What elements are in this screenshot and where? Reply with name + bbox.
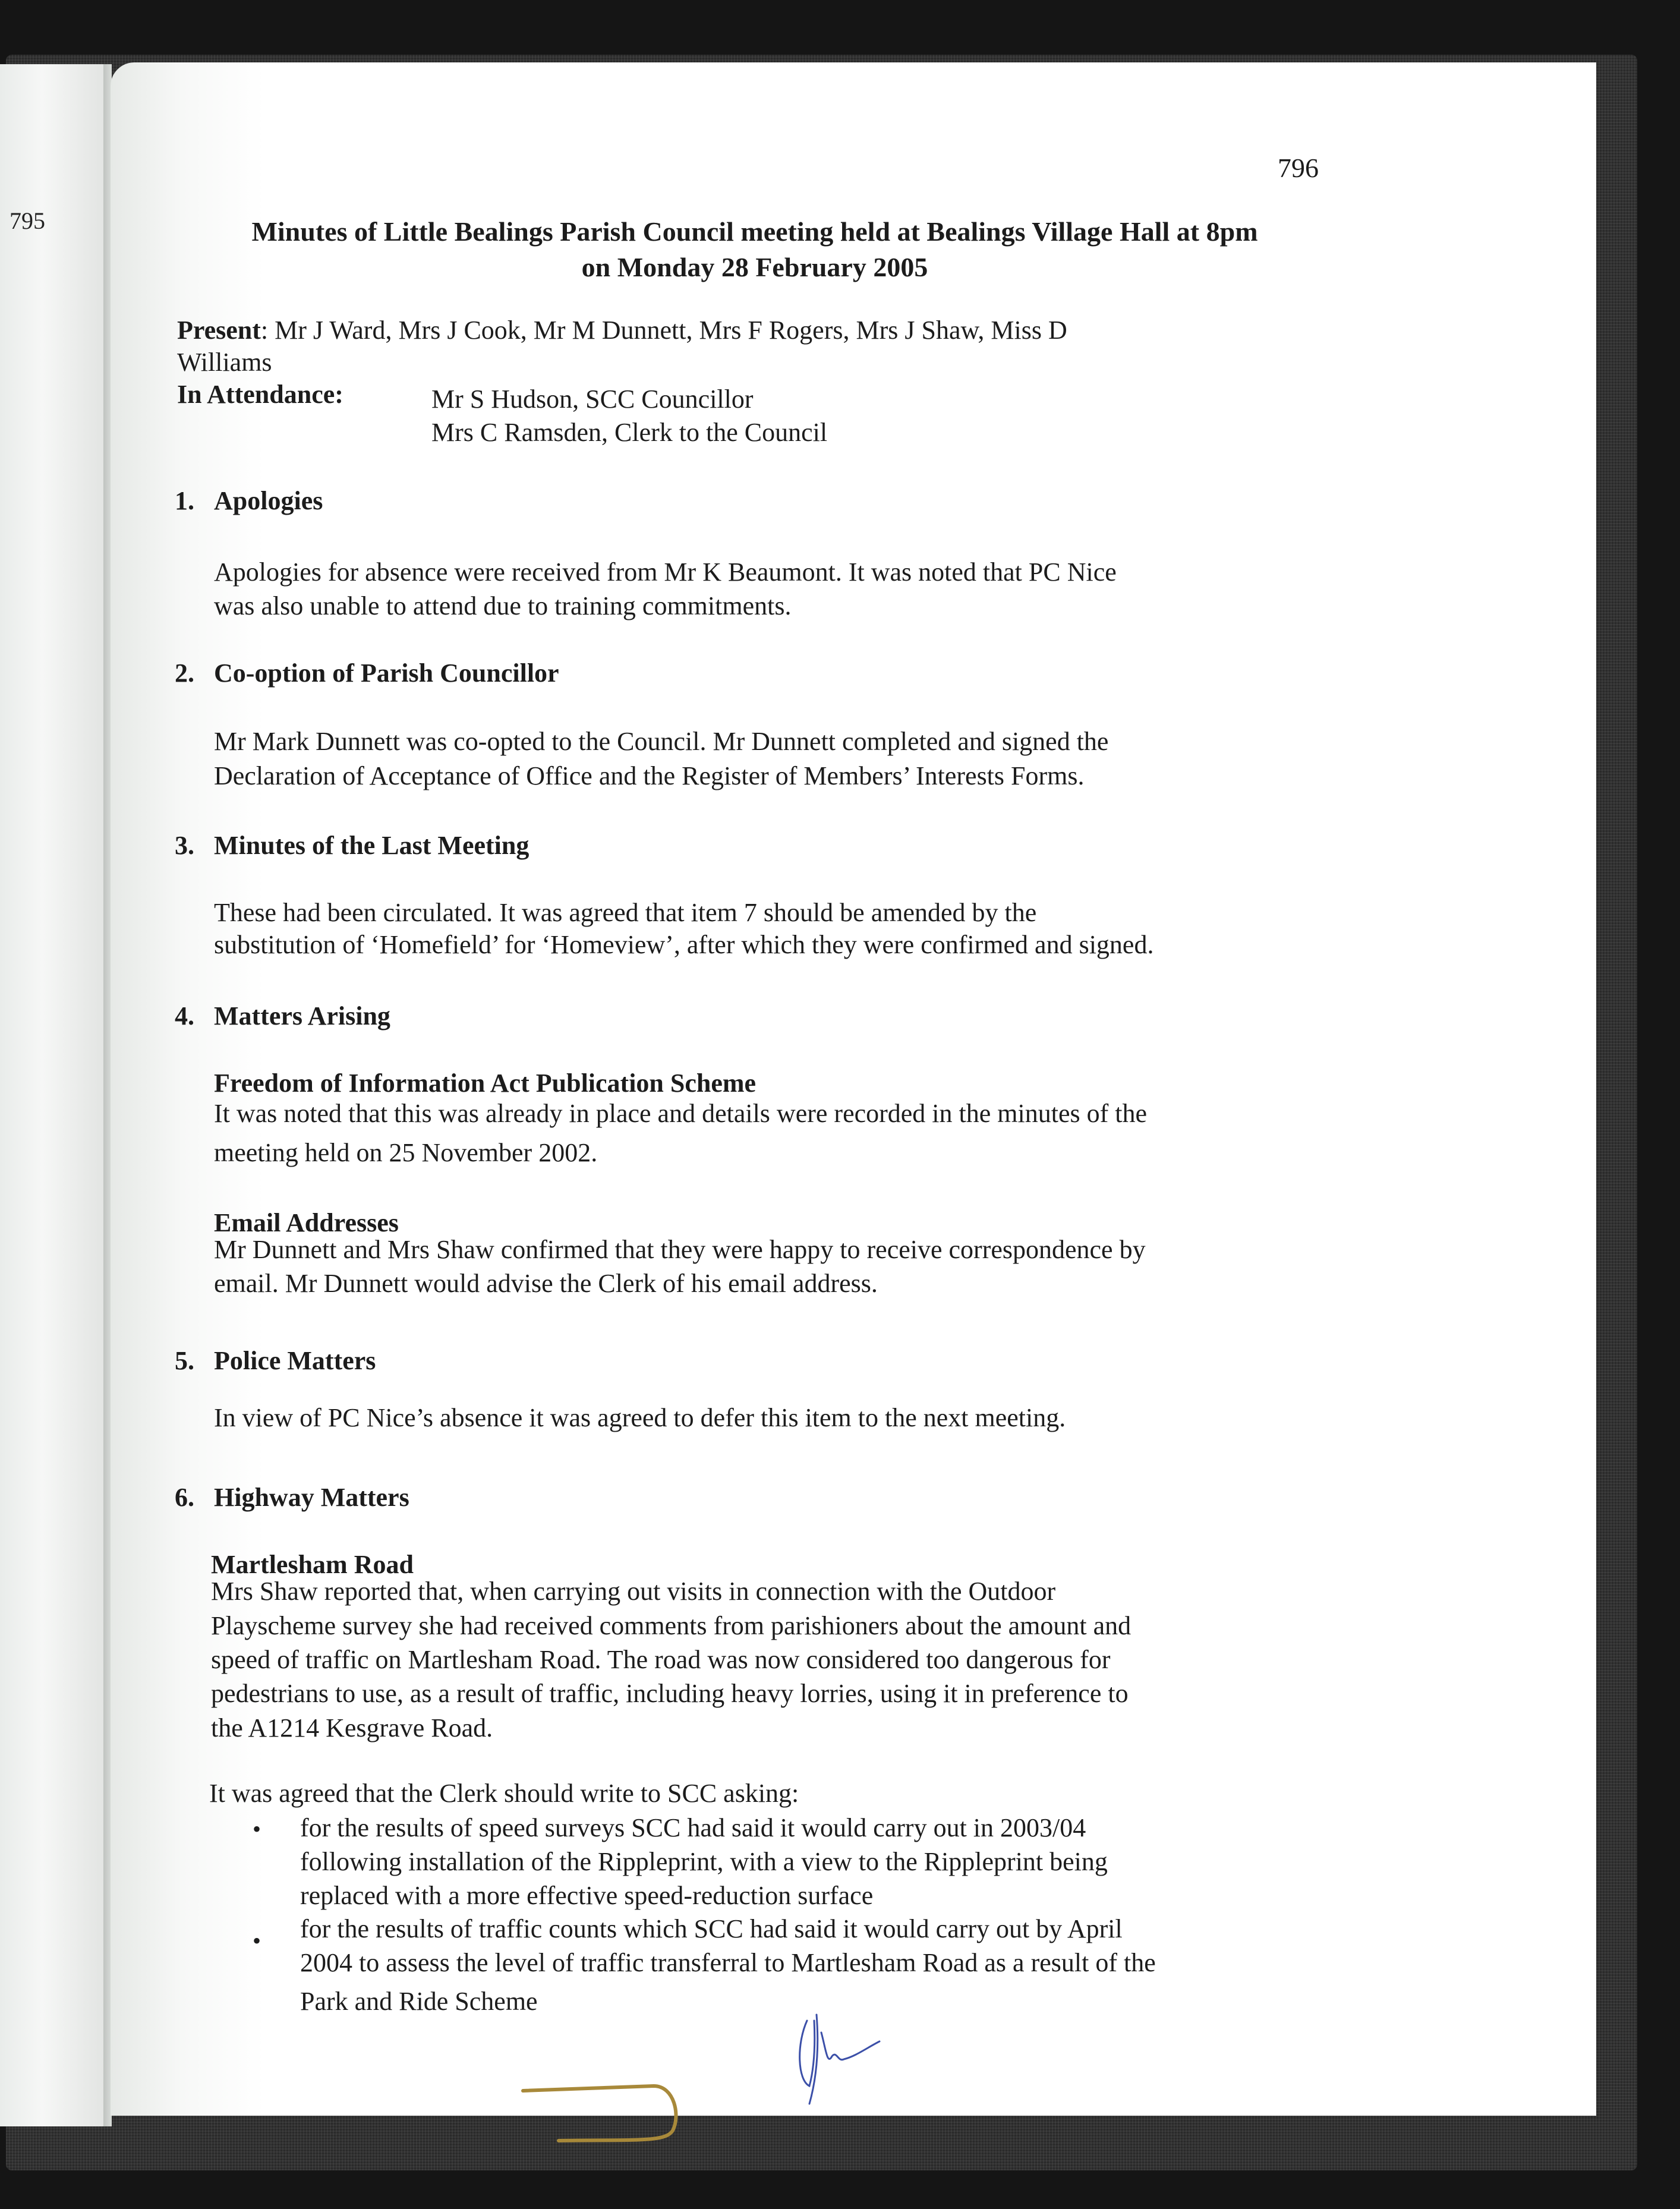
item-body-line: These had been circulated. It was agreed that item 7 should be amended by the	[214, 898, 1037, 927]
item-heading-matters-arising: Matters Arising	[214, 1001, 390, 1031]
item-body-line: meeting held on 25 November 2002.	[214, 1138, 598, 1167]
bullet-line: following installation of the Rippleprint, with a view to the Rippleprint being	[300, 1847, 1108, 1876]
item-body-line: In view of PC Nice’s absence it was agreed to defer this item to the next meeting.	[214, 1403, 1066, 1432]
item-body-line: substitution of ‘Homefield’ for ‘Homeview’, after which they were confirmed and signed.	[214, 930, 1154, 959]
present-line	[177, 314, 1067, 347]
page-number: 796	[1278, 153, 1319, 183]
item-number: 1.	[175, 486, 194, 515]
item-number: 6.	[175, 1483, 194, 1512]
item-body-line: Apologies for absence were received from Mr K Beaumont. It was noted that PC Nice	[214, 557, 1117, 587]
subheading-foi: Freedom of Information Act Publication Scheme	[214, 1069, 757, 1098]
present-label: Present	[177, 316, 261, 345]
item-heading-highway: Highway Matters	[214, 1483, 409, 1512]
present-names: : Mr J Ward, Mrs J Cook, Mr M Dunnett, Mrs F Rogers, Mrs J Shaw, Miss D	[260, 316, 1067, 345]
bullet-line: for the results of speed surveys SCC had said it would carry out in 2003/04	[300, 1813, 1086, 1842]
title-line-1: Minutes of Little Bealings Parish Council meeting held at Bealings Village Hall at 8pm	[251, 216, 1258, 247]
item-body-line: Playscheme survey she had received comments from parishioners about the amount and	[211, 1611, 1131, 1640]
bullet-icon: •	[253, 1927, 261, 1954]
subheading-email: Email Addresses	[214, 1208, 399, 1237]
subheading-martlesham-road: Martlesham Road	[211, 1550, 414, 1579]
previous-page	[0, 64, 106, 2126]
item-body-line: Mr Mark Dunnett was co-opted to the Council. Mr Dunnett completed and signed the	[214, 727, 1109, 756]
agreed-intro: It was agreed that the Clerk should write to SCC asking:	[209, 1779, 799, 1808]
item-body-line: speed of traffic on Martlesham Road. The road was now considered too dangerous for	[211, 1645, 1111, 1674]
item-number: 3.	[175, 831, 194, 860]
item-number: 5.	[175, 1346, 194, 1375]
title-line-2: on Monday 28 February 2005	[581, 252, 928, 282]
attendance-label: In Attendance:	[177, 380, 343, 409]
item-body-line: Declaration of Acceptance of Office and the Register of Members’ Interests Forms.	[214, 761, 1085, 790]
attendance-person: Mrs C Ramsden, Clerk to the Council	[431, 418, 828, 447]
attendance-person: Mr S Hudson, SCC Councillor	[431, 385, 754, 414]
signature-initials	[790, 2009, 909, 2110]
item-number: 2.	[175, 658, 194, 688]
item-body-line: Mr Dunnett and Mrs Shaw confirmed that they were happy to receive correspondence by	[214, 1235, 1146, 1264]
paper-clip-icon	[517, 2080, 683, 2145]
item-number: 4.	[175, 1001, 194, 1031]
item-body-line: email. Mr Dunnett would advise the Clerk of his email address.	[214, 1269, 878, 1298]
item-body-line: Mrs Shaw reported that, when carrying out visits in connection with the Outdoor	[211, 1577, 1056, 1606]
item-body-line: was also unable to attend due to training commitments.	[214, 591, 792, 620]
bullet-line: for the results of traffic counts which SCC had said it would carry out by April	[300, 1914, 1123, 1943]
item-heading-apologies: Apologies	[214, 486, 323, 515]
item-heading-last-minutes: Minutes of the Last Meeting	[214, 831, 529, 860]
bullet-line: replaced with a more effective speed-reduction surface	[300, 1881, 874, 1910]
item-body-line: It was noted that this was already in place and details were recorded in the minutes of the	[214, 1099, 1148, 1128]
item-heading-co-option: Co-option of Parish Councillor	[214, 658, 559, 688]
item-body-line: the A1214 Kesgrave Road.	[211, 1713, 493, 1742]
bullet-icon: •	[253, 1816, 261, 1842]
bullet-line: 2004 to assess the level of traffic transferral to Martlesham Road as a result of the	[300, 1948, 1156, 1977]
document-title	[190, 214, 1319, 285]
item-heading-police: Police Matters	[214, 1346, 376, 1375]
previous-page-number: 795	[10, 207, 45, 234]
bullet-line: Park and Ride Scheme	[300, 1987, 538, 2016]
item-body-line: pedestrians to use, as a result of traffic, including heavy lorries, using it in preference to	[211, 1679, 1129, 1708]
present-names-continued: Williams	[177, 348, 272, 377]
